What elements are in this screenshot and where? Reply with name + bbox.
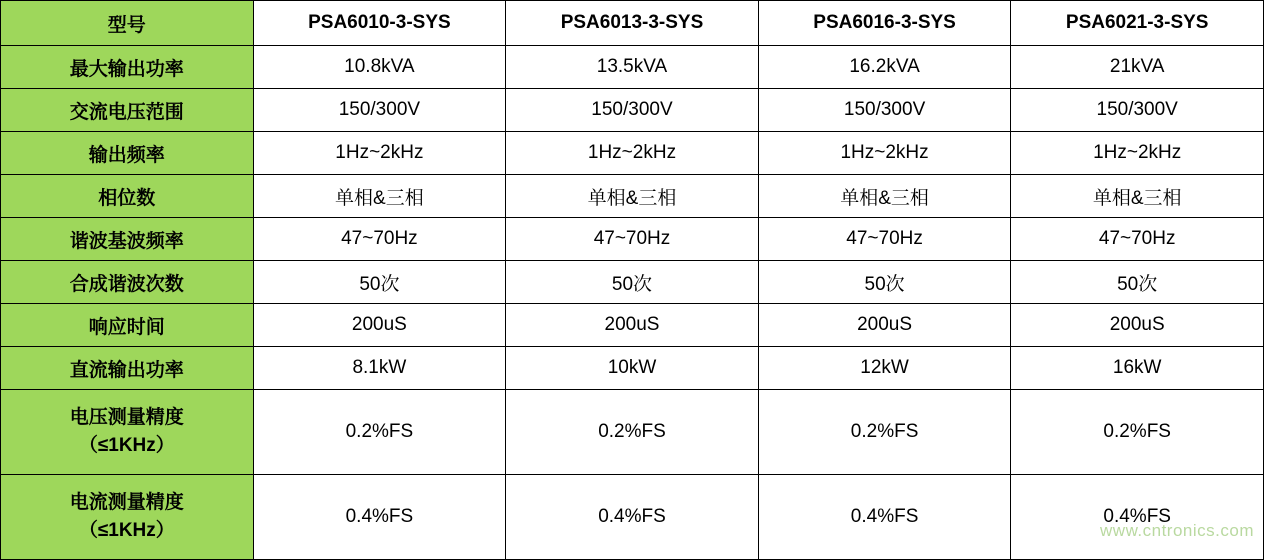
column-header-2: PSA6013-3-SYS [506, 1, 759, 46]
row-header: 输出频率 [1, 132, 254, 175]
row-header-line2: （≤1KHz） [78, 435, 175, 456]
table-row [1, 89, 1264, 132]
table-cell: 10kW [506, 347, 759, 390]
column-header-1: PSA6010-3-SYS [253, 1, 506, 46]
table-row [1, 175, 1264, 218]
table-cell: 0.2%FS [758, 390, 1011, 475]
table-cell: 1Hz~2kHz [1011, 132, 1264, 175]
table-cell: 150/300V [253, 89, 506, 132]
table-row [1, 132, 1264, 175]
table-cell: 200uS [1011, 304, 1264, 347]
table-cell: 12kW [758, 347, 1011, 390]
table-row [1, 304, 1264, 347]
table-row [1, 390, 1264, 475]
table-cell: 8.1kW [253, 347, 506, 390]
row-header: 合成谐波次数 [1, 261, 254, 304]
table-cell: 0.2%FS [253, 390, 506, 475]
table-cell: 1Hz~2kHz [506, 132, 759, 175]
table-cell: 13.5kVA [506, 46, 759, 89]
table-cell: 150/300V [1011, 89, 1264, 132]
table-cell: 150/300V [758, 89, 1011, 132]
table-cell: 50次 [1011, 261, 1264, 304]
table-header-row [1, 1, 1264, 46]
table-cell: 单相&三相 [506, 175, 759, 218]
table-row [1, 46, 1264, 89]
table-cell: 200uS [253, 304, 506, 347]
table-cell: 0.2%FS [1011, 390, 1264, 475]
row-header-line1: 电流测量精度 [69, 492, 184, 514]
row-header [1, 390, 254, 475]
site-watermark: www.cntronics.com [1100, 521, 1254, 540]
table-cell: 21kVA [1011, 46, 1264, 89]
table-row [1, 347, 1264, 390]
table-cell: 单相&三相 [253, 175, 506, 218]
row-header: 谐波基波频率 [1, 218, 254, 261]
table-body [1, 1, 1264, 560]
table-cell: 0.2%FS [506, 390, 759, 475]
table-cell: 200uS [506, 304, 759, 347]
table-cell: 1Hz~2kHz [758, 132, 1011, 175]
table-cell: 47~70Hz [1011, 218, 1264, 261]
table-cell: 16.2kVA [758, 46, 1011, 89]
table-cell: 47~70Hz [758, 218, 1011, 261]
row-header: 响应时间 [1, 304, 254, 347]
table-cell: 0.4%FS [506, 475, 759, 560]
row-header: 直流输出功率 [1, 347, 254, 390]
row-header-line1: 电压测量精度 [69, 407, 184, 429]
table-cell: 150/300V [506, 89, 759, 132]
row-header: 最大输出功率 [1, 46, 254, 89]
table-cell: 47~70Hz [506, 218, 759, 261]
table-cell: 47~70Hz [253, 218, 506, 261]
column-header-3: PSA6016-3-SYS [758, 1, 1011, 46]
table-row [1, 261, 1264, 304]
row-header: 相位数 [1, 175, 254, 218]
table-cell: 0.4%FS [1011, 475, 1264, 560]
table-cell: 50次 [253, 261, 506, 304]
table-cell: 单相&三相 [758, 175, 1011, 218]
row-header: 交流电压范围 [1, 89, 254, 132]
table-row [1, 218, 1264, 261]
column-header-4: PSA6021-3-SYS [1011, 1, 1264, 46]
table-cell: 16kW [1011, 347, 1264, 390]
row-header-line2: （≤1KHz） [78, 520, 175, 541]
table-cell: 10.8kVA [253, 46, 506, 89]
table-cell: 50次 [506, 261, 759, 304]
table-cell: 50次 [758, 261, 1011, 304]
table-corner-header: 型号 [1, 1, 254, 46]
table-cell: 0.4%FS [758, 475, 1011, 560]
table-cell: 0.4%FS [253, 475, 506, 560]
table-cell: 1Hz~2kHz [253, 132, 506, 175]
table-cell: 200uS [758, 304, 1011, 347]
table-cell: 单相&三相 [1011, 175, 1264, 218]
